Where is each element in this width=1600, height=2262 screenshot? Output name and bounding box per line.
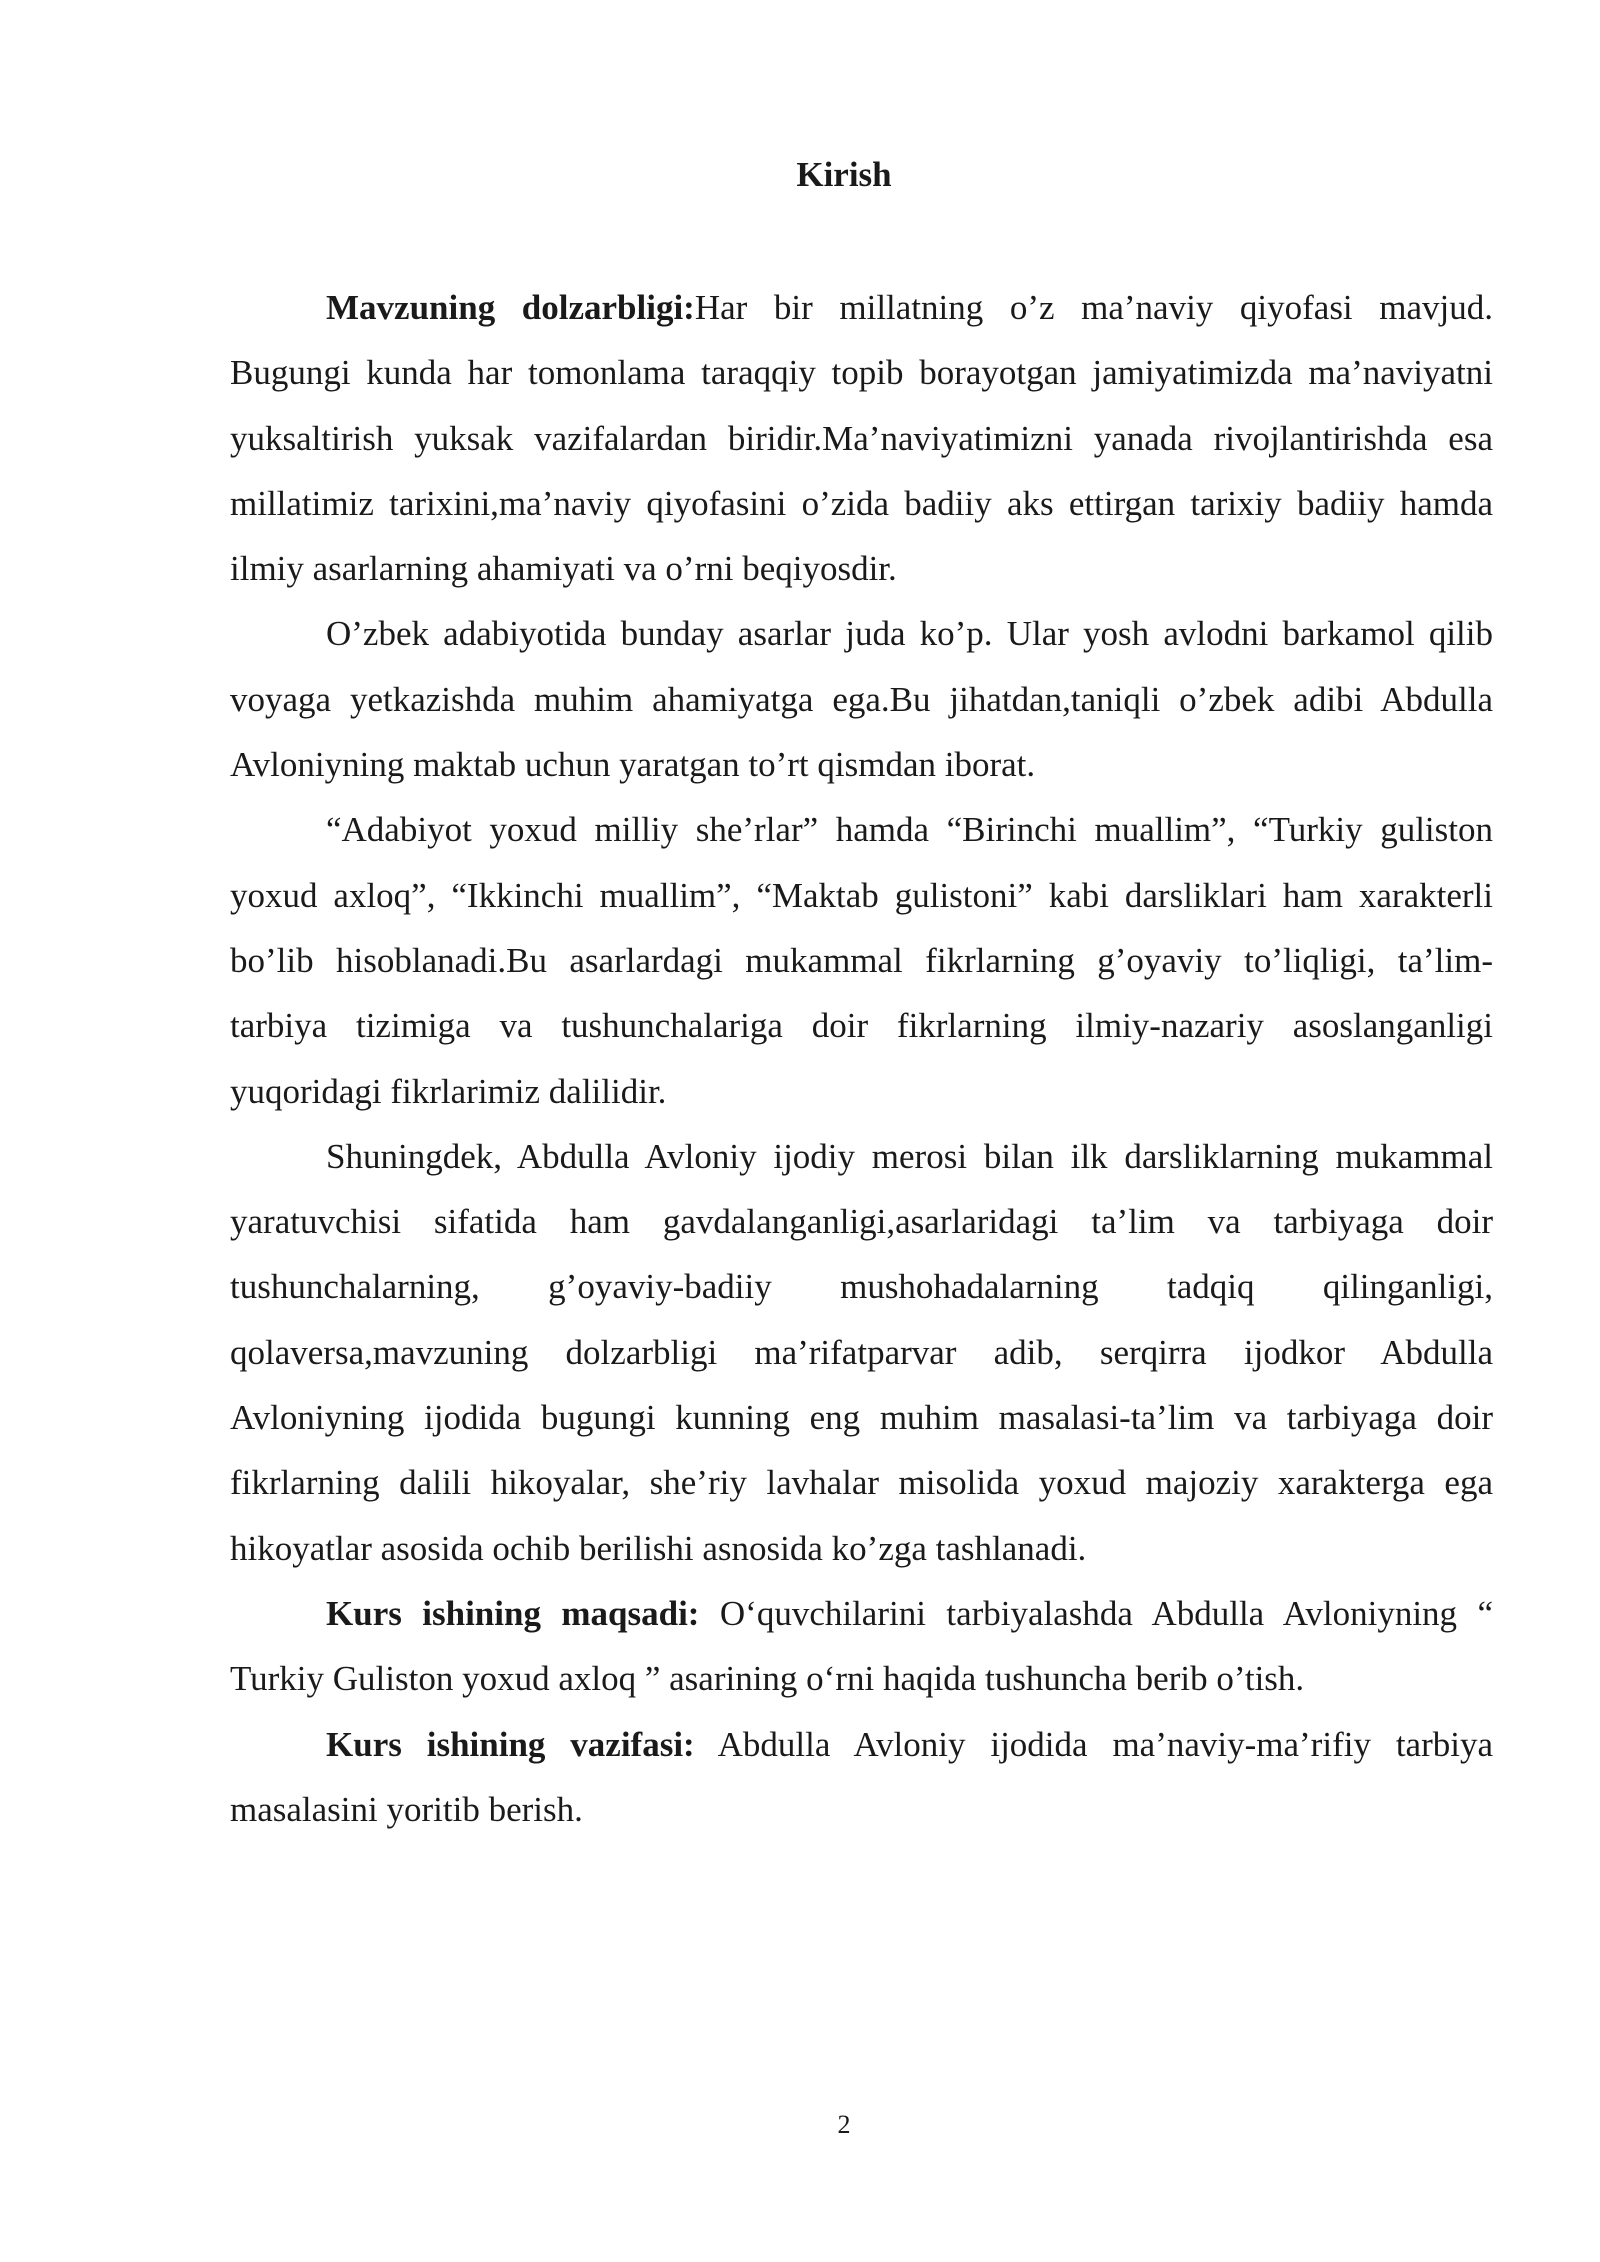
paragraph-relevance [230,275,1493,601]
relevance-text: Har bir millatning o’z ma’naviy qiyofasi mavjud. Bugungi kunda har tomonlama taraqqiy topib borayotgan jamiyatimizda ma’naviyatni yuksaltirish yuksak vazifalardan biridir.Ma’naviyatimizni yanada rivojlantirishda esa millatimiz tarixini,ma’naviy qiyofasini o’zida badiiy aks ettirgan tarixiy badiiy hamda ilmiy asarlarning ahamiyati va o’rni beqiyosdir. [230,288,1493,589]
paragraph-textbooks [230,797,1493,1123]
paragraph-legacy [230,1124,1493,1581]
paragraph-goal [230,1581,1493,1712]
goal-label: Kurs ishining maqsadi: [326,1593,700,1633]
paragraph-uzbek-literature [230,601,1493,797]
paragraph-task [230,1712,1493,1843]
legacy-text: Shuningdek, Abdulla Avloniy ijodiy merosi bilan ilk darsliklarning mukammal yaratuvchisi sifatida ham gavdalanganligi,asarlaridagi ta’lim va tarbiyaga doir tushunchalarning, g’oyaviy-badiiy mushohadalarning tadqiq qilinganligi, qolaversa,mavzuning dolzarbligi ma’rifatparvar adib, serqirra ijodkor Abdulla Avloniyning ijodida bugungi kunning eng muhim masalasi-ta’lim va tarbiyaga doir fikrlarning dalili hikoyalar, she’riy lavhalar misolida yoxud majoziy xarakterga ega hikoyatlar asosida ochib berilishi asnosida ko’zga tashlanadi. [230,1136,1493,1568]
textbooks-text: “Adabiyot yoxud milliy she’rlar” hamda “Birinchi muallim”, “Turkiy guliston yoxud axloq”, “Ikkinchi muallim”, “Maktab gulistoni” kabi darsliklari ham xarakterli bo’lib hisoblanadi.Bu asarlardagi mukammal fikrlarning g’oyaviy to’liqligi, ta’lim-tarbiya tizimiga va tushunchalariga doir fikrlarning ilmiy-nazariy asoslanganligi yuqoridagi fikrlarimiz dalilidir. [230,810,1493,1111]
task-label: Kurs ishining vazifasi: [326,1724,695,1764]
section-title: Kirish [796,155,892,194]
body-text [230,275,1493,1842]
relevance-label: Mavzuning dolzarbligi: [326,288,695,327]
task-text: Abdulla Avloniy ijodida ma’naviy-ma’rifiy tarbiya masalasini yoritib berish. [230,1724,1493,1829]
goal-text: O‘quvchilarini tarbiyalashda Abdulla Avloniyning “ Turkiy Guliston yoxud axloq ” asarining o‘rni haqida tushuncha berib o’tish. [230,1593,1493,1699]
page-number: 2 [837,2110,851,2139]
uzbek-literature-text: O’zbek adabiyotida bunday asarlar juda ko’p. Ular yosh avlodni barkamol qilib voyaga yetkazishda muhim ahamiyatga ega.Bu jihatdan,taniqli o’zbek adibi Abdulla Avloniyning maktab uchun yaratgan to’rt qismdan iborat. [230,614,1493,785]
